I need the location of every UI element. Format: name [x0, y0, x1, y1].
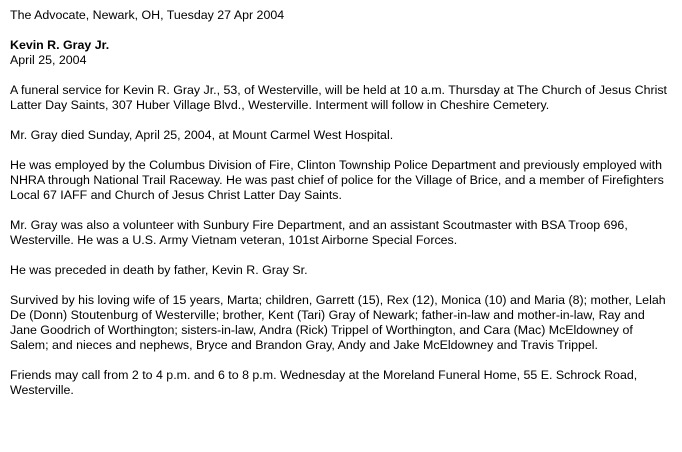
obituary-name: Kevin R. Gray Jr. [10, 38, 110, 52]
visitation-paragraph: Friends may call from 2 to 4 p.m. and 6 to 8 p.m. Wednesday at the Moreland Funeral Home, 55 E. Schrock Road, Westerville. [10, 368, 638, 397]
employment-paragraph: He was employed by the Columbus Division of Fire, Clinton Township Police Department and previously employed with NHRA through National Trail Raceway. He was past chief of police for the Village of Brice, and a member of Firefighters Local 67 IAFF and Church of Jesus Christ Latter Day Saints. [10, 158, 664, 202]
survivors-paragraph: Survived by his loving wife of 15 years, Marta; children, Garrett (15), Rex (12), Monica (10) and Maria (8); mother, Lelah De (Donn) Stoutenburg of Westerville; brother, Kent (Tari) Gray of Newark; father-in-law and mother-in-law, Ray and Jane Goodrich of Worthington; sisters-in-law, Andra (Rick) Trippel of Worthington, and Cara (Mac) McEldowney of Salem; and nieces and nephews, Bryce and Brandon Gray, Andy and Jake McEldowney and Travis Trippel. [10, 293, 666, 352]
death-paragraph: Mr. Gray died Sunday, April 25, 2004, at Mount Carmel West Hospital. [10, 128, 394, 142]
source-line: The Advocate, Newark, OH, Tuesday 27 Apr 2004 [10, 8, 285, 22]
obituary-date: April 25, 2004 [10, 53, 87, 67]
funeral-service-paragraph: A funeral service for Kevin R. Gray Jr., 53, of Westerville, will be held at 10 a.m. Thursday at The Church of Jesus Christ Latter Day Saints, 307 Huber Village Blvd., Westerville. Interment will follow in Cheshire Cemetery. [10, 83, 667, 112]
obituary-header [10, 38, 674, 68]
obituary-body [10, 83, 674, 398]
volunteer-paragraph: Mr. Gray was also a volunteer with Sunbury Fire Department, and an assistant Scoutmaster with BSA Troop 696, Westerville. He was a U.S. Army Vietnam veteran, 101st Airborne Special Forces. [10, 218, 628, 247]
preceded-paragraph: He was preceded in death by father, Kevin R. Gray Sr. [10, 263, 308, 277]
